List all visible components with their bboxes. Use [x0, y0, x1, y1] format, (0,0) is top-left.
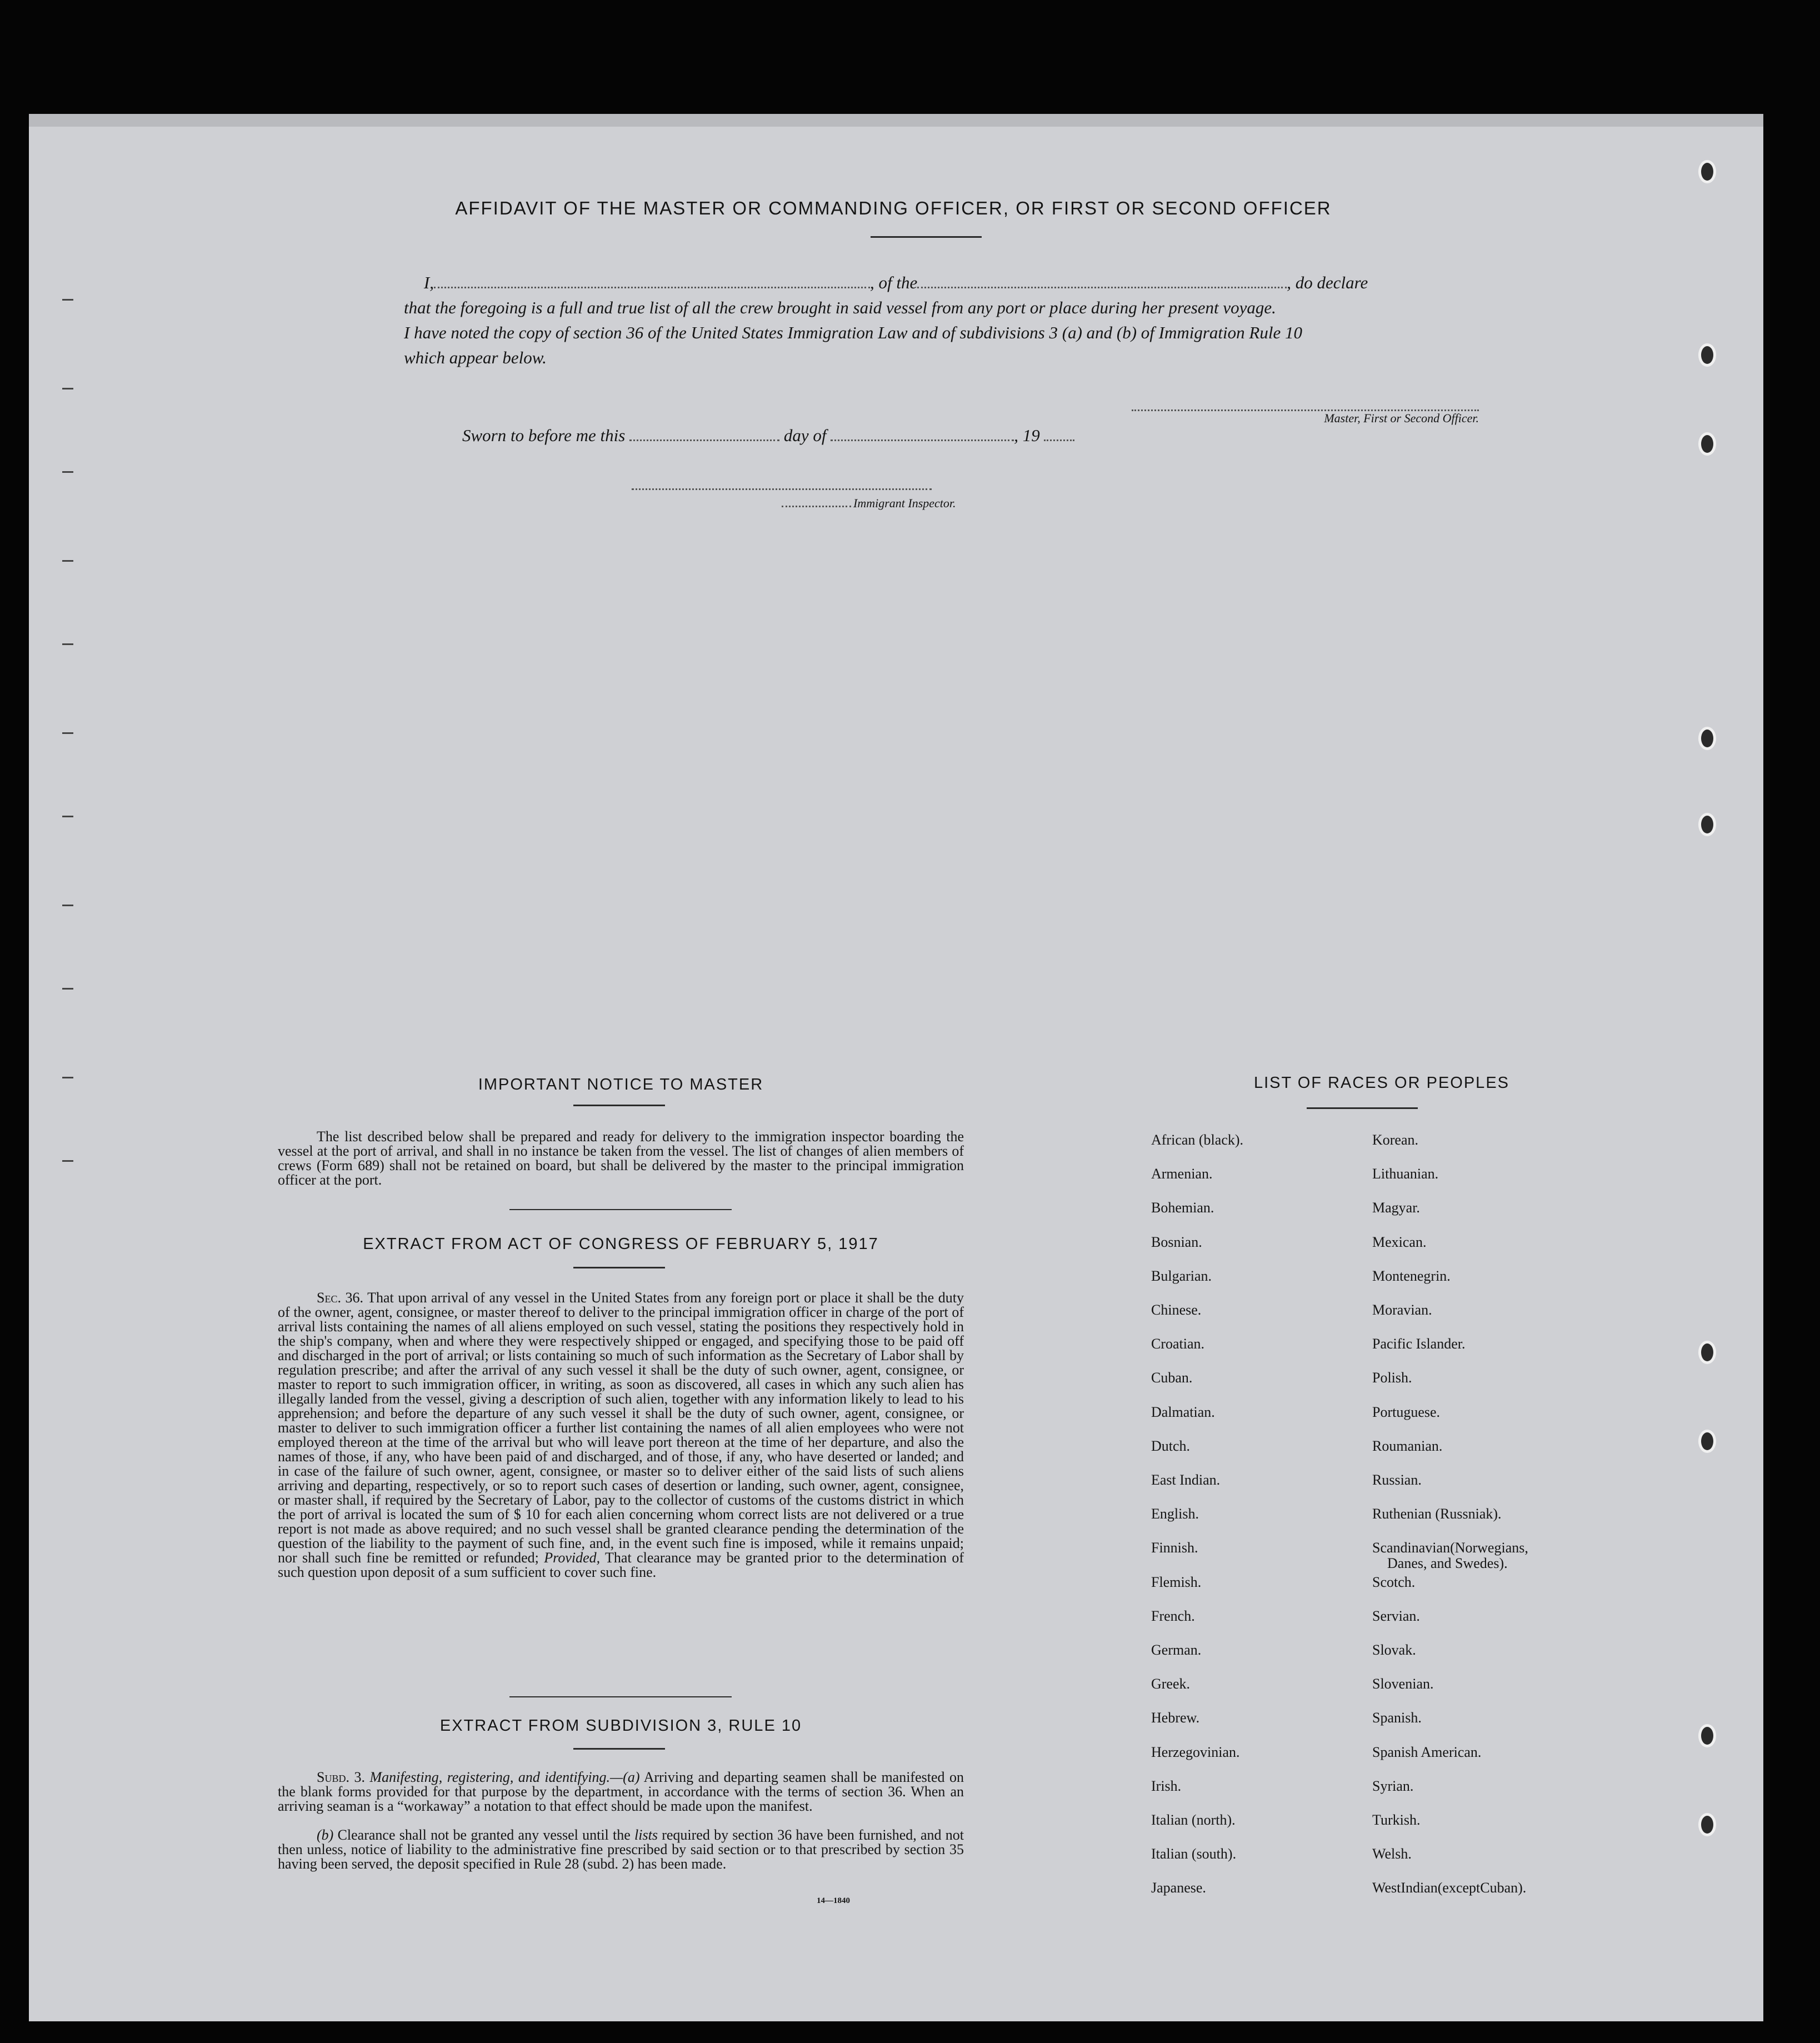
month-blank [831, 439, 1014, 441]
race-item: Croatian. [1151, 1336, 1205, 1352]
race-item: Russian. [1372, 1472, 1422, 1488]
race-item: Spanish. [1372, 1710, 1422, 1726]
affidavit-title-rule [871, 236, 982, 238]
affidavit-statement [404, 270, 1479, 370]
rule-extract-text-a [278, 1770, 964, 1814]
race-item: Finnish. [1151, 1540, 1198, 1556]
binder-hole [1698, 1341, 1716, 1364]
inspector-caption-lead [782, 505, 851, 507]
race-item: Bohemian. [1151, 1200, 1214, 1216]
binder-hole [1698, 1724, 1716, 1747]
race-item: Spanish American. [1372, 1744, 1482, 1760]
race-item: African (black). [1151, 1132, 1244, 1148]
rule-extract-title-rule [573, 1748, 665, 1750]
race-item: Greek. [1151, 1676, 1191, 1692]
rule-text-a: Arriving and departing seamen shall be manifested on the blank forms provided for that purpose by the department, in accordance with the terms of section 36. When an arriving seaman is a “workaway” a notation to that effect should be made upon the manifest. [278, 1769, 964, 1814]
race-item: Bosnian. [1151, 1233, 1202, 1250]
races-title-rule [1307, 1107, 1418, 1109]
binder-hole [1698, 343, 1716, 367]
year-blank [1044, 439, 1074, 441]
sworn-line [462, 426, 1074, 446]
race-item: Danes, and Swedes). [1387, 1555, 1508, 1572]
race-item: Dalmatian. [1151, 1403, 1215, 1420]
act-section-label: Sec. 36. [317, 1290, 364, 1306]
race-item: Roumanian. [1372, 1437, 1443, 1454]
master-signature-caption: Master, First or Second Officer. [1324, 411, 1479, 425]
binder-hole [1698, 1813, 1716, 1836]
rule-extract-title: EXTRACT FROM SUBDIVISION 3, RULE 10 [439, 1717, 802, 1735]
race-item: Slovenian. [1372, 1676, 1434, 1692]
act-extract-title: EXTRACT FROM ACT OF CONGRESS OF FEBRUARY 5, 1917 [363, 1235, 879, 1253]
binder-hole [1698, 727, 1716, 750]
race-item: Portuguese. [1372, 1403, 1441, 1420]
rule-text-b1: Clearance shall not be granted any vessel until the [337, 1827, 631, 1843]
binder-hole [1698, 1430, 1716, 1453]
race-item: French. [1151, 1607, 1195, 1624]
act-end-rule [509, 1696, 732, 1697]
inspector-caption-line [782, 496, 956, 511]
affidavit-of-label: , of the [870, 273, 918, 292]
affidavit-declare-label: , do declare [1287, 273, 1368, 292]
rule-extract-text-b [278, 1828, 964, 1871]
race-item: Irish. [1151, 1777, 1182, 1794]
vessel-blank [917, 286, 1287, 288]
race-item: Moravian. [1372, 1302, 1432, 1318]
races-title: LIST OF RACES OR PEOPLES [1253, 1074, 1510, 1092]
notice-title-rule [573, 1105, 665, 1106]
race-item: Welsh. [1372, 1846, 1412, 1862]
race-item: Italian (south). [1151, 1846, 1237, 1862]
binder-hole [1698, 813, 1716, 836]
race-item: Dutch. [1151, 1437, 1191, 1454]
race-item: Flemish. [1151, 1574, 1202, 1590]
race-item: Ruthenian (Russniak). [1372, 1506, 1502, 1522]
affidavit-line-3: I have noted the copy of section 36 of the United States Immigration Law and of subdivisions 3 (a) and (b) of Immigration Rule 10 [404, 323, 1302, 342]
race-item: Korean. [1372, 1132, 1419, 1148]
race-item: Magyar. [1372, 1200, 1420, 1216]
rule-subd-title: Manifesting, registering, and identifying.—(a) [369, 1769, 640, 1785]
act-extract-title-rule [573, 1267, 665, 1268]
race-item: Servian. [1372, 1607, 1420, 1624]
act-section-end: That clearance may be granted prior to the determination of such question upon deposit of a sum sufficient to cover such fine. [278, 1550, 964, 1580]
race-item: WestIndian(exceptCuban). [1372, 1880, 1527, 1896]
race-item: Chinese. [1151, 1302, 1202, 1318]
affidavit-line-4: which appear below. [404, 348, 547, 367]
inspector-signature-line [632, 488, 932, 490]
race-item: Slovak. [1372, 1642, 1416, 1658]
act-section-body: That upon arrival of any vessel in the United States from any foreign port or place it shall be the duty of the owner, agent, consignee, or master thereof to deliver to the principal immigration officer in charge of the port of arrival lists containing the names of all aliens employed on such vessel, stating the positions they respectively hold in the ship's company, when and where they were respectively shipped or engaged, and specifying those to be paid off and discharged in the port of arrival; or lists containing so much of such information as the Secretary of Labor shall by regulation prescribe; and after the arrival of any such vessel it shall be the duty of such owner, agent, consignee, or master to report to such immigration officer, in writing, as soon as discovered, all cases in which any such alien has illegally landed from the vessel, giving a description of such alien, together with any information likely to lead to his apprehension; and before the departure of any such vessel it shall be the duty of such owner, agent, consignee, or master to deliver to such immigration officer a further list containing the names of all alien employees who were not employed thereon at the time of the arrival but who will leave port thereon at the time of her departure, and also the names of those, if any, who have been paid of and discharged, and of those, if any, who have deserted or landed; and in case of the failure of such owner, agent, consignee, or master so to deliver either of the said lists of such aliens arriving and departing, respectively, or so to report such cases of desertion or landing, such owner, agent, consignee, or master shall, if required by the Secretary of Labor, pay to the collector of customs of the customs district in which the port of arrival is located the sum of $ 10 for each alien concerning whom correct lists are not delivered or a true report is not made as above required; and no such vessel shall be granted clearance pending the determination of the question of the liability to the payment of such fine, and, in the event such fine is imposed, while it remains unpaid; nor shall such fine be remitted or refunded; [278, 1290, 964, 1566]
binder-hole [1698, 432, 1716, 456]
act-extract-text [278, 1291, 964, 1580]
affidavit-declare-line [404, 270, 1479, 295]
race-item: Turkish. [1372, 1812, 1421, 1828]
race-item: Polish. [1372, 1370, 1412, 1386]
day-of-label: day of [783, 426, 827, 445]
race-item: Pacific Islander. [1372, 1336, 1466, 1352]
race-item: East Indian. [1151, 1472, 1221, 1488]
affidavit-title: AFFIDAVIT OF THE MASTER OR COMMANDING OFFICER, OR FIRST OR SECOND OFFICER [455, 198, 1332, 218]
race-item: Japanese. [1151, 1880, 1206, 1896]
form-sheet [29, 127, 1763, 2021]
race-item: Scotch. [1372, 1574, 1416, 1590]
binder-hole [1698, 160, 1716, 183]
race-item: English. [1151, 1506, 1199, 1522]
race-item: Cuban. [1151, 1370, 1193, 1386]
affidavit-i-label: I, [423, 273, 434, 292]
race-item: Mexican. [1372, 1233, 1427, 1250]
sworn-label: Sworn to before me this [462, 426, 626, 445]
notice-end-rule [509, 1209, 732, 1210]
race-item: Bulgarian. [1151, 1267, 1212, 1284]
rule-b-label: (b) [317, 1827, 334, 1843]
notice-text: The list described below shall be prepared and ready for delivery to the immigration inspector boarding the vessel at the port of arrival, and shall in no instance be taken from the vessel. The list of changes of alien members of crews (Form 689) shall not be retained on board, but shall be delivered by the master to the principal immigration officer at the port. [278, 1128, 964, 1188]
day-blank [629, 439, 779, 441]
race-item: Scandinavian(Norwegians, [1372, 1540, 1528, 1556]
race-item: Armenian. [1151, 1166, 1213, 1182]
race-item: Syrian. [1372, 1777, 1414, 1794]
race-item: German. [1151, 1642, 1202, 1658]
notice-title: IMPORTANT NOTICE TO MASTER [478, 1076, 764, 1093]
race-item: Montenegrin. [1372, 1267, 1451, 1284]
race-item: Italian (north). [1151, 1812, 1236, 1828]
act-provided-label: Provided, [544, 1550, 601, 1566]
affidavit-line-2: that the foregoing is a full and true list of all the crew brought in said vessel from any port or place during her present voyage. [404, 298, 1276, 317]
name-blank [434, 286, 870, 288]
rule-text-b2: required by section 36 have been furnished, and not then unless, notice of liability to the administrative fine prescribed by said section or to that prescribed by section 35 having been served, the deposit specified in Rule 28 (subd. 2) has been made. [278, 1827, 964, 1872]
rule-b-italic: lists [634, 1827, 658, 1843]
form-number: 14—1840 [817, 1896, 850, 1905]
race-item: Hebrew. [1151, 1710, 1200, 1726]
race-item: Herzegovinian. [1151, 1744, 1240, 1760]
rule-subd-label: Subd. 3. [317, 1769, 365, 1785]
year-label: , 19 [1014, 426, 1040, 445]
race-item: Lithuanian. [1372, 1166, 1439, 1182]
inspector-caption: Immigrant Inspector. [853, 496, 956, 510]
